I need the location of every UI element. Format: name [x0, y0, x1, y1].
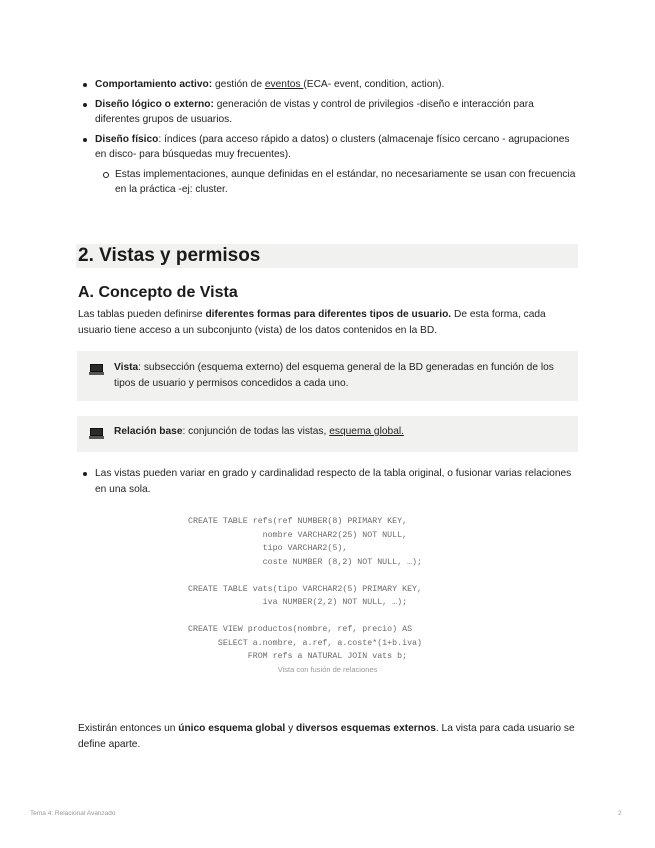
intro-paragraph: Las tablas pueden definirse diferentes formas para diferentes tipos de usuario. De esta forma, cada usuario tiene acceso a un subconjunto (vista) de los datos contenidos en la BD.	[78, 309, 546, 336]
computer-icon	[89, 428, 104, 439]
term-bold: Diseño lógico o externo:	[95, 98, 214, 110]
term-bold: Diseño físico	[95, 133, 159, 145]
list-item: Comportamiento activo: gestión de eventos (ECA- event, condition, action).	[78, 77, 578, 93]
section-title: 2. Vistas y permisos	[78, 245, 261, 266]
figure-caption: Vista con fusión de relaciones	[277, 665, 378, 674]
callout-relacion-base	[77, 416, 578, 452]
list-item: Diseño físico: índices (para acceso rápido a datos) o clusters (almacenaje físico cercano - agrupaciones en disco- para búsquedas muy frecuentes).	[78, 132, 578, 163]
closing-paragraph: Existirán entonces un único esquema global y diversos esquemas externos. La vista para cada usuario se define aparte.	[78, 723, 575, 750]
sub-list-item: Estas implementaciones, aunque definidas en el estándar, no necesariamente se usan con frecuencia en la práctica -ej: cluster.	[78, 167, 578, 198]
callout-vista	[77, 351, 578, 401]
esquema-global-link[interactable]: esquema global.	[329, 426, 404, 437]
computer-icon	[89, 364, 104, 375]
subsection-title: A. Concepto de Vista	[78, 284, 238, 301]
bullet-list-vistas	[78, 466, 578, 501]
list-item: Diseño lógico o externo: generación de vistas y control de privilegios -diseño e interacción para diferentes grupos de usuarios.	[78, 97, 578, 128]
callout-text: Relación base: conjunción de todas las vistas, esquema global.	[114, 426, 404, 437]
bullet-list-features	[78, 77, 578, 198]
sql-code-block: CREATE TABLE refs(ref NUMBER(8) PRIMARY KEY, nombre VARCHAR2(25) NOT NULL, tipo VARCHAR2(5), coste NUMBER (8,2) NOT NULL, …); CREATE TABLE vats(tipo VARCHAR2(5) PRIMARY KEY, iva NUMBER(2,2) NOT NULL, …); CREATE VIEW productos(nombre, ref, precio) AS SELECT a.nombre, a.ref, a.coste*(1+b.iva) FROM refs a NATURAL JOIN vats b;	[188, 517, 423, 661]
footer-title: Tema 4: Relacional Avanzado	[30, 810, 116, 817]
list-item: Las vistas pueden variar en grado y cardinalidad respecto de la tabla original, o fusionar varias relaciones en una sola.	[78, 466, 578, 497]
eventos-link[interactable]: eventos	[264, 79, 304, 90]
term-bold: Comportamiento activo:	[95, 79, 213, 90]
page-number: 2	[618, 810, 622, 817]
callout-text: Vista: subsección (esquema externo) del esquema general de la BD generadas en función de los tipos de usuario y permisos concedidos a cada uno.	[114, 362, 554, 389]
